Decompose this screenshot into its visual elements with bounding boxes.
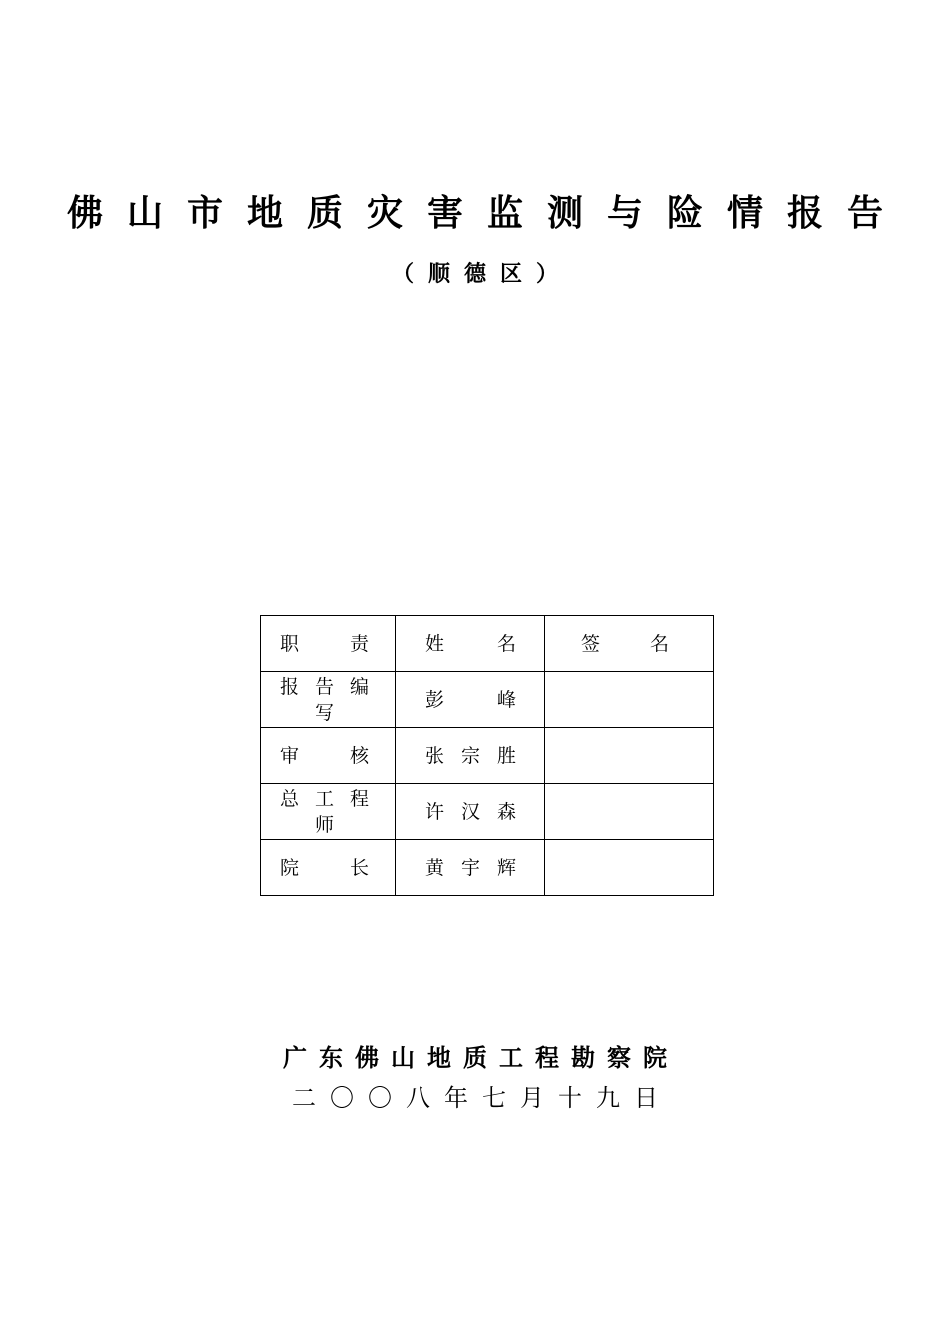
header-role: 职 责 bbox=[280, 632, 369, 655]
person-name: 黄宇辉 bbox=[425, 856, 516, 879]
table-row bbox=[261, 728, 714, 784]
signature-cell bbox=[545, 672, 714, 728]
report-subtitle: （顺德区） bbox=[391, 262, 572, 287]
person-name: 彭 峰 bbox=[425, 688, 516, 711]
name-cell bbox=[396, 672, 545, 728]
table-row bbox=[261, 672, 714, 728]
table-header-row bbox=[261, 616, 714, 672]
report-title: 佛山市地质灾害监测与险情报告 bbox=[66, 193, 907, 234]
role-line: 报 告 编 bbox=[280, 675, 369, 698]
role-text: 院 长 bbox=[280, 856, 369, 879]
signature-cell bbox=[545, 728, 714, 784]
role-line: 师 bbox=[314, 813, 334, 836]
role-cell bbox=[261, 840, 396, 896]
table-header-cell bbox=[396, 616, 545, 672]
signature-table bbox=[260, 615, 714, 896]
organization-name: 广东佛山地质工程勘察院 bbox=[283, 1044, 679, 1072]
person-name: 许汉森 bbox=[425, 800, 516, 823]
role-cell bbox=[261, 728, 396, 784]
name-cell bbox=[396, 840, 545, 896]
table-header-cell bbox=[545, 616, 714, 672]
table-row bbox=[261, 784, 714, 840]
role-line: 写 bbox=[314, 701, 334, 724]
name-cell bbox=[396, 784, 545, 840]
role-cell bbox=[261, 784, 396, 840]
signature-cell bbox=[545, 840, 714, 896]
role-text bbox=[261, 674, 395, 726]
header-signature: 签 名 bbox=[581, 632, 669, 655]
report-date: 二〇〇八年七月十九日 bbox=[292, 1084, 672, 1112]
name-cell bbox=[396, 728, 545, 784]
role-text: 审 核 bbox=[280, 744, 369, 767]
table-row bbox=[261, 840, 714, 896]
table-header-cell bbox=[261, 616, 396, 672]
role-cell bbox=[261, 672, 396, 728]
role-line: 总 工 程 bbox=[280, 787, 369, 810]
role-text bbox=[261, 786, 395, 838]
person-name: 张宗胜 bbox=[425, 744, 516, 767]
signature-cell bbox=[545, 784, 714, 840]
header-name: 姓 名 bbox=[425, 632, 516, 655]
